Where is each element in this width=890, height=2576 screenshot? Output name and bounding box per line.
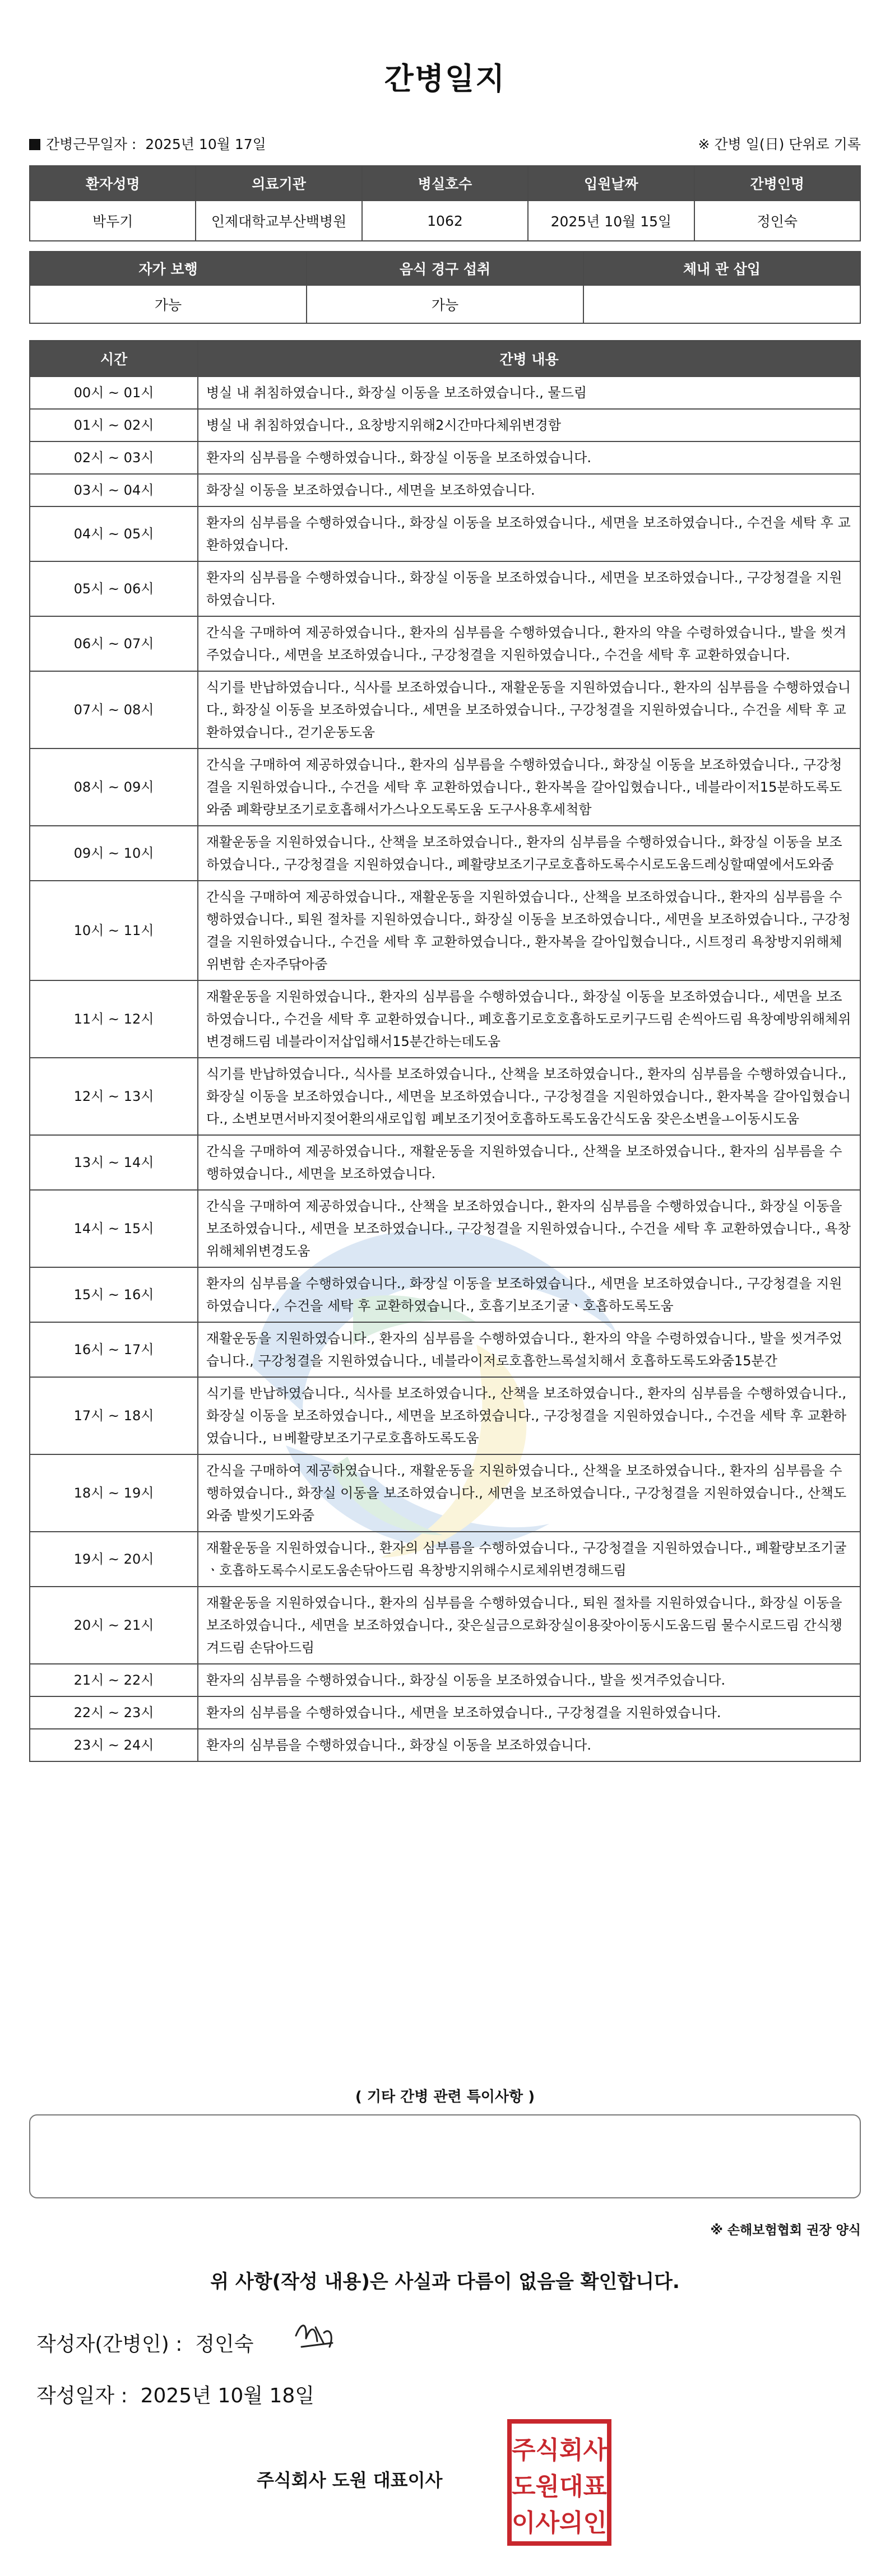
header-caregiver-name: 간병인명	[694, 166, 860, 201]
care-log-row	[30, 1190, 860, 1267]
care-log-row	[30, 980, 860, 1058]
row-time: 16시 ~ 17시	[30, 1322, 198, 1377]
care-log-row	[30, 1135, 860, 1190]
row-time: 07시 ~ 08시	[30, 671, 198, 748]
row-time: 23시 ~ 24시	[30, 1729, 198, 1761]
confirmation-statement: 위 사항(작성 내용)은 사실과 다름이 없음을 확인합니다.	[210, 2271, 680, 2293]
care-log-row	[30, 616, 860, 671]
care-log-body	[30, 376, 860, 1761]
row-time: 17시 ~ 18시	[30, 1377, 198, 1454]
row-content: 재활운동을 지원하였습니다., 환자의 심부름을 수행하였습니다., 화장실 이동을 보조하였습니다., 세면을 보조하였습니다., 수건을 세탁 후 교환하였습니다., 폐호흡기로호호흡하도로키구드림 손씩아드림 욕창예방위해체위변경해드림 네블라이저삽입해서15분간하는데도움	[198, 980, 860, 1058]
row-time: 12시 ~ 13시	[30, 1058, 198, 1135]
header-patient-name: 환자성명	[30, 166, 196, 201]
row-content: 환자의 심부름을 수행하였습니다., 화장실 이동을 보조하였습니다.	[198, 441, 860, 474]
row-time: 11시 ~ 12시	[30, 980, 198, 1058]
row-time: 06시 ~ 07시	[30, 616, 198, 671]
written-date: 2025년 10월 18일	[140, 2384, 315, 2407]
row-time: 18시 ~ 19시	[30, 1454, 198, 1532]
care-log-table	[29, 340, 861, 1762]
work-date-value: 2025년 10월 17일	[145, 136, 266, 152]
row-time: 21시 ~ 22시	[30, 1664, 198, 1696]
hospital-name: 인제대학교부산백병원	[196, 201, 361, 241]
care-log-row	[30, 1058, 860, 1135]
written-date-label: 작성일자 :	[36, 2384, 128, 2407]
row-content: 간식을 구매하여 제공하였습니다., 재활운동을 지원하였습니다., 산책을 보조하였습니다., 환자의 심부름을 수행하였습니다., 세면을 보조하였습니다.	[198, 1135, 860, 1190]
self-walking-value: 가능	[30, 285, 307, 323]
row-content: 간식을 구매하여 제공하였습니다., 환자의 심부름을 수행하였습니다., 환자의 약을 수령하였습니다., 발을 씻겨주었습니다., 세면을 보조하였습니다., 구강청결을 지원하였습니다., 수건을 세탁 후 교환하였습니다.	[198, 616, 860, 671]
row-content: 간식을 구매하여 제공하였습니다., 환자의 심부름을 수행하였습니다., 화장실 이동을 보조하였습니다., 구강청결을 지원하였습니다., 수건을 세탁 후 교환하였습니다., 환자복을 갈아입혔습니다., 네블라이저15분하도록도와줌 폐확량보조기로호흡해서가스나오도록도움 도구사용후세척함	[198, 748, 860, 826]
row-content: 병실 내 취침하였습니다., 요창방지위해2시간마다체위변경함	[198, 409, 860, 441]
care-log-row	[30, 441, 860, 474]
care-log-row	[30, 1729, 860, 1761]
row-content: 병실 내 취침하였습니다., 화장실 이동을 보조하였습니다., 물드림	[198, 376, 860, 409]
patient-name: 박두기	[30, 201, 196, 241]
work-date-label: 간병근무일자 :	[46, 136, 137, 152]
row-content: 환자의 심부름을 수행하였습니다., 세면을 보조하였습니다., 구강청결을 지원하였습니다.	[198, 1696, 860, 1729]
work-date	[29, 133, 266, 154]
row-content: 환자의 심부름을 수행하였습니다., 화장실 이동을 보조하였습니다., 세면을 보조하였습니다., 구강청결을 지원하였습니다.	[198, 561, 860, 616]
care-log-row	[30, 748, 860, 826]
row-time: 19시 ~ 20시	[30, 1532, 198, 1587]
source-note: ※ 손해보험협회 권장 양식	[710, 2223, 861, 2238]
row-time: 02시 ~ 03시	[30, 441, 198, 474]
header-tube-insertion: 체내 관 삽입	[583, 252, 860, 285]
care-log-row	[30, 1377, 860, 1454]
care-log-row	[30, 881, 860, 980]
admission-date: 2025년 10월 15일	[528, 201, 694, 241]
seal-line-1: 주식회사	[511, 2436, 608, 2465]
row-time: 09시 ~ 10시	[30, 826, 198, 881]
row-time: 05시 ~ 06시	[30, 561, 198, 616]
care-log-row	[30, 376, 860, 409]
header-oral-intake: 음식 경구 섭취	[307, 252, 583, 285]
care-log-row	[30, 561, 860, 616]
row-time: 15시 ~ 16시	[30, 1267, 198, 1322]
document-title: 간병일지	[384, 61, 506, 96]
care-log-row	[30, 409, 860, 441]
row-time: 08시 ~ 09시	[30, 748, 198, 826]
company-representative: 주식회사 도원 대표이사	[257, 2470, 443, 2491]
care-log-row	[30, 671, 860, 748]
row-content: 재활운동을 지원하였습니다., 산책을 보조하였습니다., 환자의 심부름을 수행하였습니다., 화장실 이동을 보조하였습니다., 구강청결을 지원하였습니다., 폐활량보조기구로호흡하도록수시로도움드레싱할때옆에서도와줌	[198, 826, 860, 881]
row-time: 10시 ~ 11시	[30, 881, 198, 980]
row-content: 환자의 심부름을 수행하였습니다., 화장실 이동을 보조하였습니다., 발을 씻겨주었습니다.	[198, 1664, 860, 1696]
row-content: 간식을 구매하여 제공하였습니다., 산책을 보조하였습니다., 환자의 심부름을 수행하였습니다., 화장실 이동을 보조하였습니다., 세면을 보조하였습니다., 구강청결을 지원하였습니다., 수건을 세탁 후 교환하였습니다., 욕창위해체위변경도움	[198, 1190, 860, 1267]
care-log-row	[30, 1532, 860, 1587]
header-time: 시간	[30, 341, 198, 376]
seal-line-3: 이사의인	[511, 2509, 608, 2537]
tube-insertion-value	[583, 285, 860, 323]
notes-heading: ( 기타 간병 관련 특이사항 )	[355, 2089, 535, 2105]
header-self-walking: 자가 보행	[30, 252, 307, 285]
row-content: 식기를 반납하였습니다., 식사를 보조하였습니다., 산책을 보조하였습니다., 환자의 심부름을 수행하였습니다., 화장실 이동을 보조하였습니다., 세면을 보조하였습니다., 구강청결을 지원하였습니다., 수건을 세탁 후 교환하였습니다., ㅂ베활량보조기구로호흡하도록도움	[198, 1377, 860, 1454]
row-content: 환자의 심부름을 수행하였습니다., 화장실 이동을 보조하였습니다., 세면을 보조하였습니다., 수건을 세탁 후 교환하였습니다.	[198, 506, 860, 561]
row-content: 식기를 반납하였습니다., 식사를 보조하였습니다., 재활운동을 지원하였습니다., 환자의 심부름을 수행하였습니다., 화장실 이동을 보조하였습니다., 세면을 보조하였습니다., 구강청결을 지원하였습니다., 수건을 세탁 후 교환하였습니다., 걷기운동도움	[198, 671, 860, 748]
header-room-number: 병실호수	[362, 166, 528, 201]
care-log-row	[30, 826, 860, 881]
writer-line	[36, 2328, 254, 2357]
row-content: 재활운동을 지원하였습니다., 환자의 심부름을 수행하였습니다., 구강청결을 지원하였습니다., 폐활량보조기굴ㆍ호흡하도록수시로도움손닦아드림 욕창방지위해수시로체위변경해드림	[198, 1532, 860, 1587]
square-bullet-icon	[29, 139, 40, 150]
row-time: 01시 ~ 02시	[30, 409, 198, 441]
written-date-line	[36, 2380, 314, 2408]
care-log-row	[30, 1322, 860, 1377]
row-time: 03시 ~ 04시	[30, 474, 198, 506]
header-hospital: 의료기관	[196, 166, 361, 201]
seal-line-2: 도원대표	[511, 2472, 608, 2501]
care-log-row	[30, 474, 860, 506]
row-time: 00시 ~ 01시	[30, 376, 198, 409]
unit-note: ※ 간병 일(日) 단위로 기록	[698, 136, 861, 152]
row-content: 재활운동을 지원하였습니다., 환자의 심부름을 수행하였습니다., 환자의 약을 수령하였습니다., 발을 씻겨주었습니다., 구강청결을 지원하였습니다., 네블라이저로호흡한느록설치해서 호흡하도록도와줌15분간	[198, 1322, 860, 1377]
row-content: 식기를 반납하였습니다., 식사를 보조하였습니다., 산책을 보조하였습니다., 환자의 심부름을 수행하였습니다., 화장실 이동을 보조하였습니다., 세면을 보조하였습니다., 구강청결을 지원하였습니다., 환자복을 갈아입혔습니다., 소변보면서바지젖어환의새로입힘 폐보조기젓어호흡하도록도움간식도움 잦은소변을ㅗ이동시도움	[198, 1058, 860, 1135]
room-number: 1062	[362, 201, 528, 241]
company-seal	[507, 2419, 611, 2546]
care-log-row	[30, 1454, 860, 1532]
writer-label: 작성자(간병인) :	[36, 2333, 183, 2356]
row-time: 22시 ~ 23시	[30, 1696, 198, 1729]
header-admission-date: 입원날짜	[528, 166, 694, 201]
notes-box	[29, 2114, 861, 2198]
care-log-row	[30, 1267, 860, 1322]
row-content: 간식을 구매하여 제공하였습니다., 재활운동을 지원하였습니다., 산책을 보조하였습니다., 환자의 심부름을 수행하였습니다., 화장실 이동을 보조하였습니다., 세면을 보조하였습니다., 구강청결을 지원하였습니다., 산책도와줌 발씻기도와줌	[198, 1454, 860, 1532]
care-log-row	[30, 506, 860, 561]
care-log-row	[30, 1696, 860, 1729]
row-time: 20시 ~ 21시	[30, 1587, 198, 1664]
writer-name: 정인숙	[195, 2333, 254, 2356]
care-log-row	[30, 1664, 860, 1696]
row-time: 14시 ~ 15시	[30, 1190, 198, 1267]
oral-intake-value: 가능	[307, 285, 583, 323]
patient-info-table	[29, 165, 861, 241]
row-content: 화장실 이동을 보조하였습니다., 세면을 보조하였습니다.	[198, 474, 860, 506]
row-time: 04시 ~ 05시	[30, 506, 198, 561]
care-log-row	[30, 1587, 860, 1664]
signature-image	[290, 2316, 341, 2355]
row-content: 재활운동을 지원하였습니다., 환자의 심부름을 수행하였습니다., 퇴원 절차를 지원하였습니다., 화장실 이동을 보조하였습니다., 세면을 보조하였습니다., 잦은실금으로화장실이용잦아이동시도움드림 물수시로드림 간식챙겨드림 손닦아드림	[198, 1587, 860, 1664]
row-content: 간식을 구매하여 제공하였습니다., 재활운동을 지원하였습니다., 산책을 보조하였습니다., 환자의 심부름을 수행하였습니다., 퇴원 절차를 지원하였습니다., 화장실 이동을 보조하였습니다., 세면을 보조하였습니다., 구강청결을 지원하였습니다., 수건을 세탁 후 교환하였습니다., 환자복을 갈아입혔습니다., 시트정리 욕창방지위해체위변함 손자주닦아줌	[198, 881, 860, 980]
header-care-content: 간병 내용	[198, 341, 860, 376]
row-content: 환자의 심부름을 수행하였습니다., 화장실 이동을 보조하였습니다., 세면을 보조하였습니다., 구강청결을 지원하였습니다., 수건을 세탁 후 교환하였습니다., 호흡기보조기굴ㆍ호흡하도록도움	[198, 1267, 860, 1322]
caregiver-name: 정인숙	[694, 201, 860, 241]
row-content: 환자의 심부름을 수행하였습니다., 화장실 이동을 보조하였습니다.	[198, 1729, 860, 1761]
ability-table	[29, 251, 861, 324]
row-time: 13시 ~ 14시	[30, 1135, 198, 1190]
